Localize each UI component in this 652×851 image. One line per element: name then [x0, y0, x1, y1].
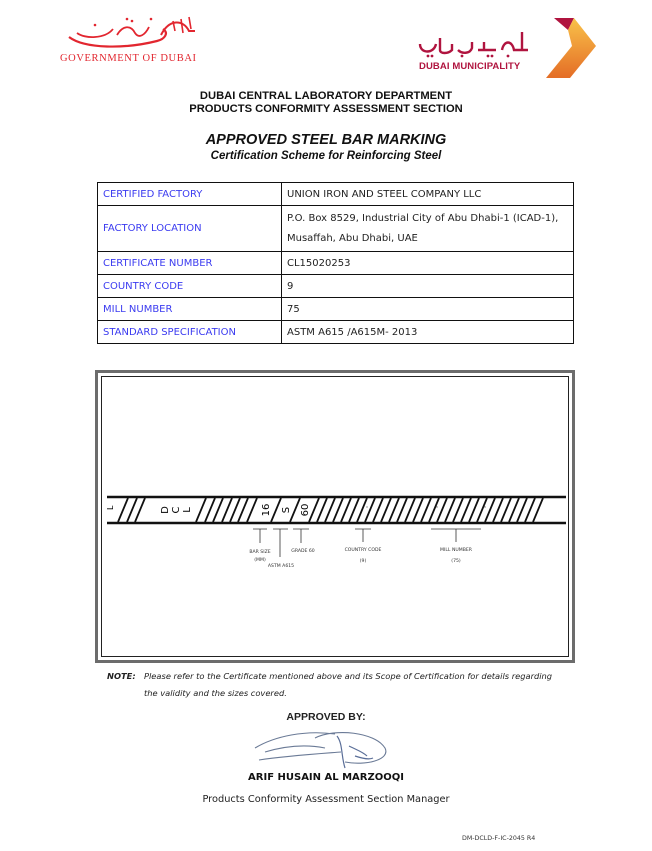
bar-rib: [381, 498, 391, 522]
bar-rib: [525, 498, 535, 522]
bar-rib: [413, 498, 423, 522]
bar-rib: [341, 498, 351, 522]
approved-by-label: APPROVED BY:: [286, 711, 366, 723]
mill-number-dot-1: ·: [435, 503, 439, 512]
dm-logo-english: DUBAI MUNICIPALITY: [419, 61, 521, 72]
note-text-line-1: Please refer to the Certificate mentioned above and its Scope of Certification for details regarding: [144, 671, 553, 681]
certified-factory-value: UNION IRON AND STEEL COMPANY LLC: [282, 183, 574, 206]
certificate-number-value: CL15020253: [282, 252, 574, 275]
bar-rib: [509, 498, 519, 522]
bar-rib: [493, 498, 503, 522]
bar-rib: [135, 498, 145, 522]
bar-rib: [213, 498, 223, 522]
country-code-label: COUNTRY CODE: [98, 275, 282, 298]
callout-mill-number: MILL NUMBER: [440, 548, 472, 553]
steel-bar-marking-diagram: [95, 370, 575, 663]
callout-grade: GRADE 60: [291, 549, 315, 554]
page-title: APPROVED STEEL BAR MARKING: [205, 132, 447, 148]
factory-location-label: FACTORY LOCATION: [98, 206, 282, 252]
bar-rib: [533, 498, 543, 522]
bar-rib: [325, 498, 335, 522]
callout-bar-size: BAR SIZE: [249, 550, 271, 555]
bar-rib: [333, 498, 343, 522]
factory-location-line-2: Musaffah, Abu Dhabi, UAE: [287, 232, 418, 244]
country-code-value: 9: [282, 275, 574, 298]
department-heading: DUBAI CENTRAL LABORATORY DEPARTMENT: [199, 90, 453, 102]
mill-number-label: MILL NUMBER: [98, 298, 282, 321]
note-text-line-2: the validity and the sizes covered.: [144, 688, 287, 698]
factory-location-value: [282, 206, 574, 252]
country-code-dot: ·: [365, 503, 369, 512]
gov-logo-english: GOVERNMENT OF DUBAI: [60, 53, 197, 64]
document-reference: DM-DCLD-F-IC-2045 R4: [462, 835, 536, 842]
bar-rib: [349, 498, 359, 522]
logo-letter-c: C: [171, 506, 182, 514]
gov-arabic-calligraphy-icon: [65, 15, 200, 51]
logo-letter-l: L: [182, 507, 193, 513]
page-subtitle: Certification Scheme for Reinforcing Steel: [210, 150, 442, 162]
bar-rib: [437, 498, 447, 522]
certificate-number-label: CERTIFICATE NUMBER: [98, 252, 282, 275]
bar-rib: [389, 498, 399, 522]
bar-rib: [205, 498, 215, 522]
bar-rib: [271, 498, 281, 522]
bar-rib: [118, 498, 128, 522]
dm-chevron-mark-icon: [534, 16, 596, 78]
note-label: NOTE:: [107, 671, 136, 681]
bar-rib: [238, 498, 248, 522]
table-row: [98, 206, 574, 252]
certified-factory-label: CERTIFIED FACTORY: [98, 183, 282, 206]
standard-specification-label: STANDARD SPECIFICATION: [98, 321, 282, 344]
bar-rib: [230, 498, 240, 522]
bar-rib: [517, 498, 527, 522]
bar-rib: [222, 498, 232, 522]
mill-number-dot-2: ·: [483, 503, 487, 512]
table-row: [98, 252, 574, 275]
bar-rib: [247, 498, 257, 522]
dm-arabic-wordmark-icon: [418, 30, 530, 58]
section-heading: PRODUCTS CONFORMITY ASSESSMENT SECTION: [189, 103, 463, 115]
bar-rib: [127, 498, 137, 522]
logo-letter-d: D: [160, 506, 171, 514]
type-mark: S: [281, 506, 292, 514]
callout-country-code-value: (9): [359, 559, 367, 564]
signer-name: ARIF HUSAIN AL MARZOOQI: [248, 772, 404, 783]
bar-rib: [397, 498, 407, 522]
bar-rib: [317, 498, 327, 522]
size-mark: 16: [261, 503, 272, 517]
bar-rib: [445, 498, 455, 522]
certification-info-table: [97, 182, 574, 344]
bar-rib: [373, 498, 383, 522]
callout-mill-number-value: (75): [451, 559, 461, 564]
standard-specification-value: ASTM A615 /A615M- 2013: [282, 321, 574, 344]
bar-rib: [421, 498, 431, 522]
bar-rib: [405, 498, 415, 522]
bar-rib: [196, 498, 206, 522]
callout-country-code: COUNTRY CODE: [344, 548, 382, 553]
bar-rib: [469, 498, 479, 522]
table-row: [98, 275, 574, 298]
bar-rib: [461, 498, 471, 522]
bar-rib: [501, 498, 511, 522]
government-of-dubai-logo: [55, 15, 205, 65]
factory-location-line-1: P.O. Box 8529, Industrial City of Abu Dhabi-1 (ICAD-1),: [287, 212, 559, 224]
bar-rib: [453, 498, 463, 522]
dubai-municipality-logo: [410, 12, 600, 74]
mill-number-value: 75: [282, 298, 574, 321]
table-row: [98, 321, 574, 344]
signer-title: Products Conformity Assessment Section Manager: [202, 794, 450, 805]
table-row: [98, 183, 574, 206]
signature-icon: [245, 722, 405, 774]
start-mark: L: [106, 505, 115, 510]
callout-bar-size-unit: (MM): [254, 558, 266, 563]
bar-rib: [485, 498, 495, 522]
table-row: [98, 298, 574, 321]
callout-astm: ASTM A615: [267, 564, 295, 569]
grade-mark: 60: [300, 503, 311, 517]
